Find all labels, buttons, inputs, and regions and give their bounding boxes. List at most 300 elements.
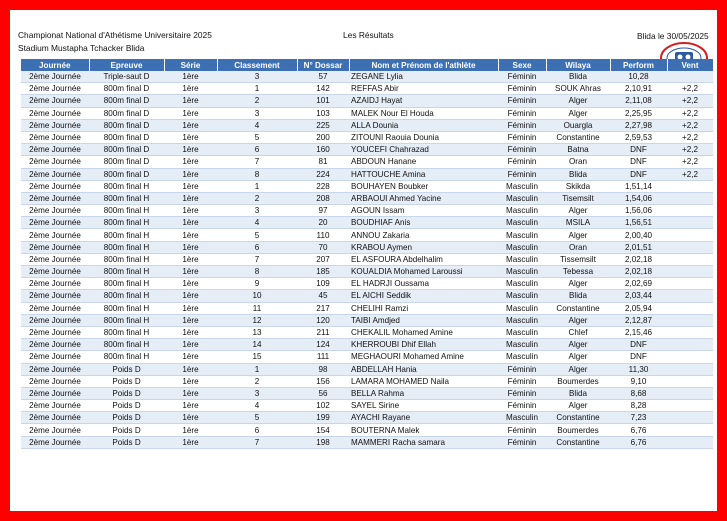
col-journee: Journée	[21, 59, 89, 71]
cell-classement: 6	[217, 144, 297, 156]
cell-sexe: Féminin	[498, 119, 546, 131]
cell-wilaya: Alger	[546, 400, 610, 412]
cell-serie: 1ère	[164, 156, 217, 168]
cell-sexe: Féminin	[498, 168, 546, 180]
cell-perform: 2,00,40	[610, 229, 667, 241]
cell-athlete: BELLA Rahma	[349, 387, 498, 399]
cell-serie: 1ère	[164, 266, 217, 278]
table-row	[21, 400, 713, 412]
cell-epreuve: 800m final H	[89, 229, 164, 241]
cell-athlete: BOUTERNA Malek	[349, 424, 498, 436]
cell-epreuve: 800m final D	[89, 107, 164, 119]
cell-vent	[667, 400, 713, 412]
table-row	[21, 339, 713, 351]
cell-wilaya: SOUK Ahras	[546, 83, 610, 95]
table-row	[21, 192, 713, 204]
cell-vent	[667, 192, 713, 204]
cell-athlete: ZEGANE Lylia	[349, 71, 498, 83]
cell-classement: 9	[217, 278, 297, 290]
cell-perform: 2,05,94	[610, 302, 667, 314]
table-row	[21, 217, 713, 229]
cell-journee: 2ème Journée	[21, 412, 89, 424]
cell-vent: +2,2	[667, 107, 713, 119]
cell-vent	[667, 436, 713, 448]
cell-athlete: CHELIHI Ramzi	[349, 302, 498, 314]
cell-classement: 4	[217, 119, 297, 131]
cell-epreuve: 800m final H	[89, 339, 164, 351]
cell-journee: 2ème Journée	[21, 314, 89, 326]
cell-dossard: 110	[297, 229, 349, 241]
cell-serie: 1ère	[164, 290, 217, 302]
cell-dossard: 200	[297, 131, 349, 143]
cell-wilaya: Chlef	[546, 326, 610, 338]
cell-vent	[667, 180, 713, 192]
cell-athlete: MALEK Nour El Houda	[349, 107, 498, 119]
cell-journee: 2ème Journée	[21, 387, 89, 399]
cell-journee: 2ème Journée	[21, 351, 89, 363]
results-heading: Les Résultats	[343, 30, 394, 40]
cell-athlete: ARBAOUI Ahmed Yacine	[349, 192, 498, 204]
cell-serie: 1ère	[164, 83, 217, 95]
cell-vent	[667, 241, 713, 253]
cell-epreuve: Poids D	[89, 387, 164, 399]
cell-dossard: 111	[297, 351, 349, 363]
cell-dossard: 70	[297, 241, 349, 253]
cell-sexe: Masculin	[498, 351, 546, 363]
cell-sexe: Féminin	[498, 156, 546, 168]
cell-epreuve: 800m final D	[89, 144, 164, 156]
cell-serie: 1ère	[164, 205, 217, 217]
cell-epreuve: 800m final H	[89, 192, 164, 204]
cell-epreuve: 800m final H	[89, 266, 164, 278]
cell-athlete: EL AICHI Seddik	[349, 290, 498, 302]
cell-epreuve: Poids D	[89, 363, 164, 375]
cell-dossard: 20	[297, 217, 349, 229]
cell-perform: DNF	[610, 351, 667, 363]
cell-perform: 2,15,46	[610, 326, 667, 338]
cell-epreuve: 800m final H	[89, 302, 164, 314]
cell-wilaya: Tebessa	[546, 266, 610, 278]
cell-wilaya: Alger	[546, 205, 610, 217]
championship-title: Championat National d'Athétisme Universitaire 2025	[18, 30, 212, 40]
cell-vent: +2,2	[667, 83, 713, 95]
cell-epreuve: 800m final H	[89, 217, 164, 229]
cell-wilaya: Constantine	[546, 436, 610, 448]
cell-wilaya: Blida	[546, 387, 610, 399]
cell-sexe: Masculin	[498, 314, 546, 326]
cell-vent	[667, 351, 713, 363]
cell-wilaya: Alger	[546, 229, 610, 241]
cell-sexe: Masculin	[498, 412, 546, 424]
cell-sexe: Féminin	[498, 95, 546, 107]
cell-sexe: Masculin	[498, 266, 546, 278]
cell-dossard: 142	[297, 83, 349, 95]
table-row	[21, 278, 713, 290]
table-row	[21, 71, 713, 83]
cell-journee: 2ème Journée	[21, 192, 89, 204]
cell-dossard: 45	[297, 290, 349, 302]
cell-classement: 4	[217, 400, 297, 412]
cell-vent: +2,2	[667, 168, 713, 180]
cell-journee: 2ème Journée	[21, 83, 89, 95]
table-row	[21, 168, 713, 180]
cell-serie: 1ère	[164, 412, 217, 424]
cell-perform: 7,23	[610, 412, 667, 424]
cell-classement: 8	[217, 266, 297, 278]
cell-classement: 13	[217, 326, 297, 338]
cell-athlete: KHERROUBI Dhif Ellah	[349, 339, 498, 351]
cell-serie: 1ère	[164, 144, 217, 156]
cell-wilaya: Alger	[546, 339, 610, 351]
cell-dossard: 224	[297, 168, 349, 180]
cell-journee: 2ème Journée	[21, 290, 89, 302]
col-dossard: N° Dossar	[297, 59, 349, 71]
table-row	[21, 302, 713, 314]
cell-dossard: 160	[297, 144, 349, 156]
cell-classement: 1	[217, 363, 297, 375]
cell-sexe: Féminin	[498, 375, 546, 387]
cell-perform: 2,11,08	[610, 95, 667, 107]
table-row	[21, 107, 713, 119]
cell-journee: 2ème Journée	[21, 253, 89, 265]
cell-dossard: 225	[297, 119, 349, 131]
cell-epreuve: 800m final H	[89, 278, 164, 290]
table-row	[21, 436, 713, 448]
cell-perform: DNF	[610, 144, 667, 156]
cell-perform: 2,59,53	[610, 131, 667, 143]
cell-epreuve: 800m final D	[89, 83, 164, 95]
cell-serie: 1ère	[164, 95, 217, 107]
cell-athlete: AGOUN Issam	[349, 205, 498, 217]
cell-classement: 3	[217, 205, 297, 217]
cell-perform: DNF	[610, 339, 667, 351]
cell-wilaya: Boumerdes	[546, 424, 610, 436]
cell-vent	[667, 302, 713, 314]
cell-journee: 2ème Journée	[21, 71, 89, 83]
cell-journee: 2ème Journée	[21, 119, 89, 131]
cell-vent	[667, 387, 713, 399]
cell-classement: 2	[217, 192, 297, 204]
cell-vent: +2,2	[667, 131, 713, 143]
cell-epreuve: 800m final D	[89, 95, 164, 107]
cell-wilaya: Batna	[546, 144, 610, 156]
cell-serie: 1ère	[164, 241, 217, 253]
cell-dossard: 199	[297, 412, 349, 424]
cell-wilaya: Blida	[546, 290, 610, 302]
cell-journee: 2ème Journée	[21, 229, 89, 241]
cell-dossard: 124	[297, 339, 349, 351]
cell-perform: 2,02,69	[610, 278, 667, 290]
cell-serie: 1ère	[164, 302, 217, 314]
cell-wilaya: Constantine	[546, 131, 610, 143]
cell-wilaya: Alger	[546, 107, 610, 119]
cell-epreuve: Poids D	[89, 424, 164, 436]
cell-athlete: REFFAS Abir	[349, 83, 498, 95]
cell-perform: DNF	[610, 168, 667, 180]
cell-journee: 2ème Journée	[21, 375, 89, 387]
cell-wilaya: Alger	[546, 363, 610, 375]
cell-perform: 1,51,14	[610, 180, 667, 192]
cell-vent	[667, 412, 713, 424]
cell-dossard: 98	[297, 363, 349, 375]
cell-serie: 1ère	[164, 107, 217, 119]
cell-serie: 1ère	[164, 339, 217, 351]
cell-perform: 2,03,44	[610, 290, 667, 302]
cell-perform: 2,25,95	[610, 107, 667, 119]
cell-journee: 2ème Journée	[21, 144, 89, 156]
cell-serie: 1ère	[164, 180, 217, 192]
cell-epreuve: 800m final H	[89, 314, 164, 326]
cell-serie: 1ère	[164, 424, 217, 436]
col-sexe: Sexe	[498, 59, 546, 71]
cell-sexe: Féminin	[498, 107, 546, 119]
date-location: Blida le 30/05/2025	[637, 31, 709, 41]
cell-dossard: 120	[297, 314, 349, 326]
cell-journee: 2ème Journée	[21, 131, 89, 143]
cell-sexe: Masculin	[498, 192, 546, 204]
table-row	[21, 119, 713, 131]
cell-perform: 1,56,51	[610, 217, 667, 229]
cell-athlete: LAMARA MOHAMED Naila	[349, 375, 498, 387]
cell-epreuve: Poids D	[89, 400, 164, 412]
cell-perform: 2,02,18	[610, 253, 667, 265]
cell-athlete: TAIBI Amdjed	[349, 314, 498, 326]
cell-perform: DNF	[610, 156, 667, 168]
cell-serie: 1ère	[164, 314, 217, 326]
cell-epreuve: 800m final H	[89, 180, 164, 192]
cell-vent	[667, 266, 713, 278]
cell-athlete: HATTOUCHE Amina	[349, 168, 498, 180]
table-row	[21, 326, 713, 338]
cell-athlete: ALLA Dounia	[349, 119, 498, 131]
cell-serie: 1ère	[164, 375, 217, 387]
cell-wilaya: Alger	[546, 314, 610, 326]
cell-perform: 1,56,06	[610, 205, 667, 217]
cell-classement: 5	[217, 229, 297, 241]
col-wilaya: Wilaya	[546, 59, 610, 71]
cell-classement: 15	[217, 351, 297, 363]
cell-sexe: Féminin	[498, 83, 546, 95]
cell-dossard: 57	[297, 71, 349, 83]
table-row	[21, 83, 713, 95]
cell-perform: 10,28	[610, 71, 667, 83]
cell-sexe: Masculin	[498, 339, 546, 351]
table-row	[21, 290, 713, 302]
table-row	[21, 241, 713, 253]
cell-sexe: Masculin	[498, 180, 546, 192]
cell-perform: 1,54,06	[610, 192, 667, 204]
cell-serie: 1ère	[164, 363, 217, 375]
cell-classement: 1	[217, 180, 297, 192]
table-row	[21, 363, 713, 375]
cell-athlete: AZAIDJ Hayat	[349, 95, 498, 107]
cell-perform: 2,01,51	[610, 241, 667, 253]
cell-athlete: ANNOU Zakaria	[349, 229, 498, 241]
cell-athlete: EL ASFOURA Abdelhalim	[349, 253, 498, 265]
cell-perform: 2,10,91	[610, 83, 667, 95]
table-row	[21, 412, 713, 424]
cell-vent	[667, 253, 713, 265]
cell-wilaya: Tissemsilt	[546, 253, 610, 265]
cell-vent	[667, 290, 713, 302]
cell-dossard: 228	[297, 180, 349, 192]
cell-wilaya: Alger	[546, 278, 610, 290]
col-serie: Série	[164, 59, 217, 71]
cell-sexe: Féminin	[498, 436, 546, 448]
cell-classement: 14	[217, 339, 297, 351]
cell-classement: 3	[217, 387, 297, 399]
cell-wilaya: Blida	[546, 71, 610, 83]
cell-wilaya: Ouargla	[546, 119, 610, 131]
cell-sexe: Masculin	[498, 302, 546, 314]
cell-classement: 12	[217, 314, 297, 326]
cell-epreuve: 800m final H	[89, 241, 164, 253]
cell-athlete: EL HADRJI Oussama	[349, 278, 498, 290]
cell-epreuve: Poids D	[89, 375, 164, 387]
table-row	[21, 156, 713, 168]
cell-wilaya: Oran	[546, 156, 610, 168]
table-row	[21, 387, 713, 399]
cell-dossard: 81	[297, 156, 349, 168]
cell-classement: 2	[217, 375, 297, 387]
cell-perform: 8,68	[610, 387, 667, 399]
cell-sexe: Masculin	[498, 290, 546, 302]
cell-classement: 8	[217, 168, 297, 180]
table-row	[21, 314, 713, 326]
cell-serie: 1ère	[164, 351, 217, 363]
cell-journee: 2ème Journée	[21, 217, 89, 229]
cell-sexe: Féminin	[498, 424, 546, 436]
cell-serie: 1ère	[164, 326, 217, 338]
cell-serie: 1ère	[164, 168, 217, 180]
cell-serie: 1ère	[164, 387, 217, 399]
cell-classement: 7	[217, 436, 297, 448]
cell-athlete: MEGHAOURI Mohamed Amine	[349, 351, 498, 363]
cell-journee: 2ème Journée	[21, 339, 89, 351]
cell-sexe: Masculin	[498, 326, 546, 338]
cell-serie: 1ère	[164, 119, 217, 131]
cell-vent	[667, 363, 713, 375]
cell-athlete: BOUDHIAF Anis	[349, 217, 498, 229]
cell-athlete: AYACHI Rayane	[349, 412, 498, 424]
table-row	[21, 229, 713, 241]
cell-sexe: Féminin	[498, 71, 546, 83]
cell-journee: 2ème Journée	[21, 363, 89, 375]
col-classement: Classement	[217, 59, 297, 71]
cell-vent: +2,2	[667, 95, 713, 107]
cell-wilaya: Tisemsilt	[546, 192, 610, 204]
cell-dossard: 208	[297, 192, 349, 204]
cell-wilaya: Alger	[546, 95, 610, 107]
cell-classement: 1	[217, 83, 297, 95]
cell-perform: 8,28	[610, 400, 667, 412]
cell-perform: 11,30	[610, 363, 667, 375]
cell-perform: 9,10	[610, 375, 667, 387]
cell-athlete: ABDOUN Hanane	[349, 156, 498, 168]
cell-sexe: Masculin	[498, 217, 546, 229]
cell-athlete: CHEKALIL Mohamed Amine	[349, 326, 498, 338]
cell-serie: 1ère	[164, 192, 217, 204]
cell-dossard: 97	[297, 205, 349, 217]
cell-vent	[667, 314, 713, 326]
cell-dossard: 217	[297, 302, 349, 314]
cell-epreuve: Triple-saut D	[89, 71, 164, 83]
col-athlete: Nom et Prénom de l'athlète	[349, 59, 498, 71]
cell-journee: 2ème Journée	[21, 205, 89, 217]
cell-perform: 6,76	[610, 436, 667, 448]
cell-classement: 5	[217, 131, 297, 143]
cell-wilaya: Oran	[546, 241, 610, 253]
table-row	[21, 144, 713, 156]
table-row	[21, 424, 713, 436]
cell-dossard: 207	[297, 253, 349, 265]
cell-serie: 1ère	[164, 400, 217, 412]
cell-dossard: 154	[297, 424, 349, 436]
cell-epreuve: 800m final H	[89, 326, 164, 338]
col-perform: Perform	[610, 59, 667, 71]
cell-epreuve: 800m final H	[89, 351, 164, 363]
cell-perform: 2,27,98	[610, 119, 667, 131]
cell-epreuve: 800m final H	[89, 290, 164, 302]
cell-vent	[667, 71, 713, 83]
cell-epreuve: 800m final H	[89, 205, 164, 217]
col-vent: Vent	[667, 59, 713, 71]
cell-vent	[667, 217, 713, 229]
cell-classement: 7	[217, 156, 297, 168]
cell-sexe: Féminin	[498, 131, 546, 143]
cell-sexe: Masculin	[498, 241, 546, 253]
cell-journee: 2ème Journée	[21, 278, 89, 290]
results-table	[21, 59, 714, 449]
cell-wilaya: MSILA	[546, 217, 610, 229]
cell-journee: 2ème Journée	[21, 266, 89, 278]
cell-journee: 2ème Journée	[21, 326, 89, 338]
cell-dossard: 198	[297, 436, 349, 448]
table-row	[21, 131, 713, 143]
cell-vent	[667, 278, 713, 290]
cell-wilaya: Constantine	[546, 302, 610, 314]
cell-classement: 11	[217, 302, 297, 314]
cell-perform: 2,12,87	[610, 314, 667, 326]
table-row	[21, 205, 713, 217]
cell-athlete: ABDELLAH Hania	[349, 363, 498, 375]
cell-serie: 1ère	[164, 71, 217, 83]
cell-sexe: Masculin	[498, 229, 546, 241]
table-row	[21, 180, 713, 192]
cell-serie: 1ère	[164, 131, 217, 143]
cell-athlete: MAMMERI Racha samara	[349, 436, 498, 448]
table-row	[21, 253, 713, 265]
cell-epreuve: 800m final H	[89, 253, 164, 265]
cell-journee: 2ème Journée	[21, 180, 89, 192]
cell-dossard: 56	[297, 387, 349, 399]
cell-sexe: Féminin	[498, 144, 546, 156]
cell-vent	[667, 339, 713, 351]
table-row	[21, 95, 713, 107]
cell-classement: 7	[217, 253, 297, 265]
cell-journee: 2ème Journée	[21, 302, 89, 314]
cell-serie: 1ère	[164, 217, 217, 229]
cell-vent: +2,2	[667, 144, 713, 156]
cell-epreuve: 800m final D	[89, 168, 164, 180]
cell-epreuve: 800m final D	[89, 156, 164, 168]
cell-dossard: 211	[297, 326, 349, 338]
cell-epreuve: 800m final D	[89, 131, 164, 143]
cell-sexe: Masculin	[498, 278, 546, 290]
cell-journee: 2ème Journée	[21, 436, 89, 448]
cell-athlete: YOUCEFI Chahrazad	[349, 144, 498, 156]
cell-journee: 2ème Journée	[21, 168, 89, 180]
